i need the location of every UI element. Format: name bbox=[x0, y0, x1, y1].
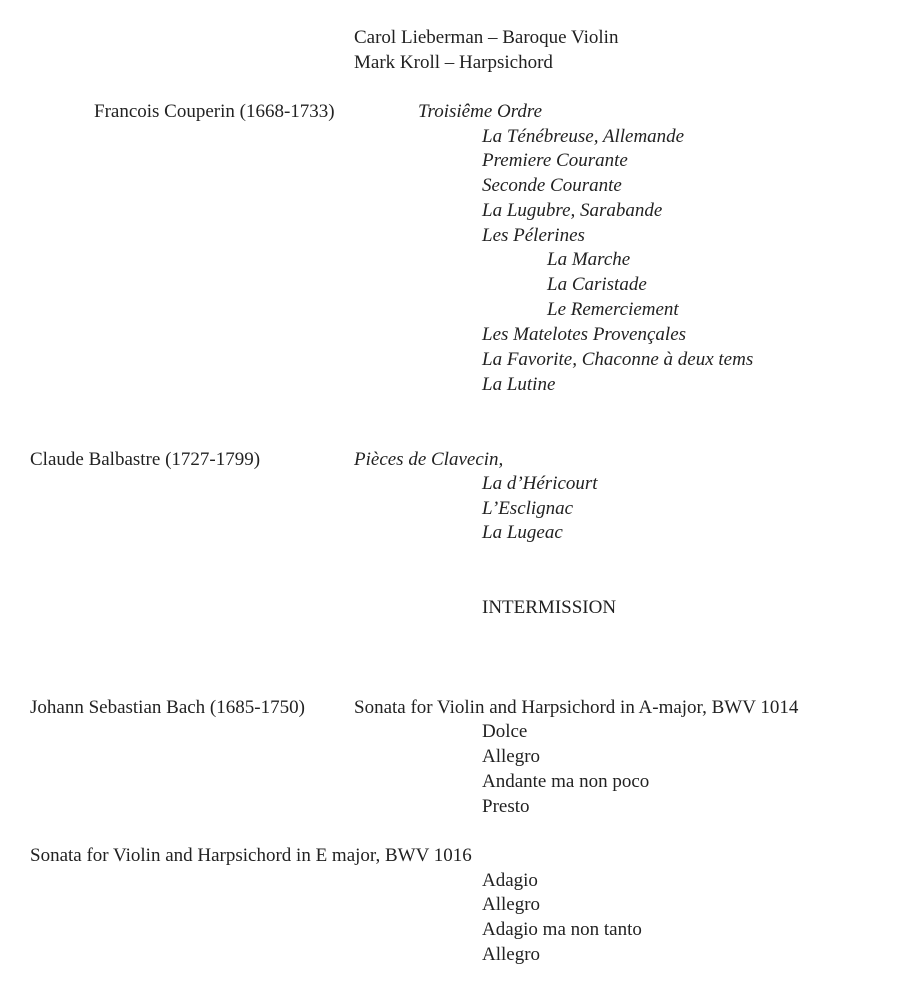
movement: Adagio ma non tanto bbox=[482, 919, 642, 940]
performer-harpsichord: Mark Kroll – Harpsichord bbox=[354, 52, 553, 73]
movement: La Ténébreuse, Allemande bbox=[482, 126, 685, 147]
composer-balbastre: Claude Balbastre (1727-1799) bbox=[30, 449, 261, 470]
movement: Les Pélerines bbox=[482, 225, 585, 246]
movement: Allegro bbox=[482, 746, 541, 767]
movement: La Lugeac bbox=[482, 522, 563, 543]
movement: Allegro bbox=[482, 894, 541, 915]
work-bwv-1014: Sonata for Violin and Harpsichord in A-major, BWV 1014 bbox=[354, 697, 799, 718]
movement: Premiere Courante bbox=[482, 150, 628, 171]
movement: Les Matelotes Provençales bbox=[482, 324, 687, 345]
intermission-label: INTERMISSION bbox=[482, 597, 617, 618]
movement: La Lugubre, Sarabande bbox=[482, 200, 663, 221]
work-troisieme-ordre: Troisiême Ordre bbox=[418, 101, 543, 122]
movement: La Favorite, Chaconne à deux tems bbox=[482, 349, 754, 370]
movement: Presto bbox=[482, 796, 530, 817]
movement: La d’Héricourt bbox=[482, 473, 598, 494]
movement: La Lutine bbox=[482, 374, 556, 395]
movement: Andante ma non poco bbox=[482, 771, 650, 792]
sub-movement: Le Remerciement bbox=[547, 299, 679, 320]
movement: Adagio bbox=[482, 870, 538, 891]
composer-couperin: Francois Couperin (1668-1733) bbox=[94, 101, 335, 122]
movement: Dolce bbox=[482, 721, 528, 742]
movement: L’Esclignac bbox=[482, 498, 574, 519]
performer-violin: Carol Lieberman – Baroque Violin bbox=[354, 27, 619, 48]
composer-bach: Johann Sebastian Bach (1685-1750) bbox=[30, 697, 305, 718]
movement: Seconde Courante bbox=[482, 175, 622, 196]
work-pieces-de-clavecin: Pièces de Clavecin, bbox=[354, 449, 504, 470]
sub-movement: La Caristade bbox=[547, 274, 647, 295]
work-bwv-1016: Sonata for Violin and Harpsichord in E major, BWV 1016 bbox=[30, 845, 472, 866]
sub-movement: La Marche bbox=[547, 249, 631, 270]
movement: Allegro bbox=[482, 944, 541, 965]
